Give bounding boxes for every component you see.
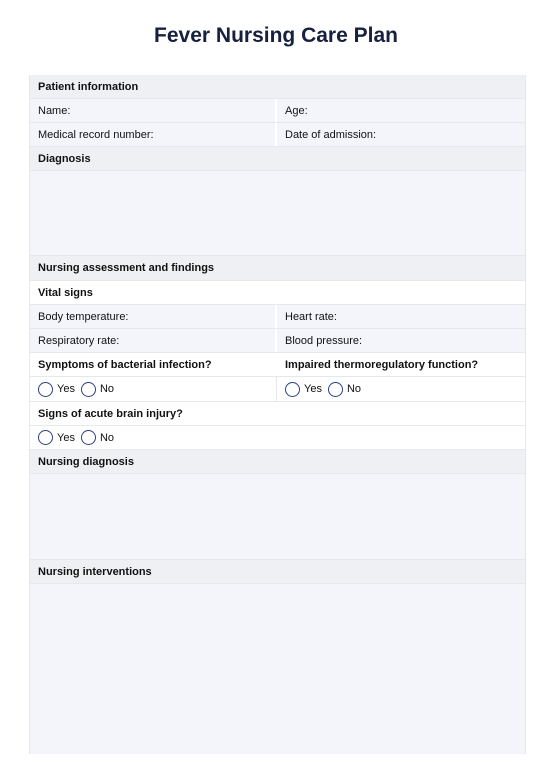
option-label: Yes	[57, 431, 75, 444]
radio-circle-icon	[328, 382, 343, 397]
option-label: No	[99, 383, 115, 395]
radio-circle-icon	[38, 430, 53, 445]
diagnosis-textarea[interactable]	[30, 171, 525, 256]
option-label: Yes	[57, 383, 75, 395]
infection-thermo-question-row	[30, 353, 525, 377]
blood-pressure-field[interactable]: Blood pressure:	[277, 329, 525, 352]
bacterial-no-radio[interactable]	[81, 382, 114, 397]
radio-circle-icon	[285, 382, 300, 397]
page-title: Fever Nursing Care Plan	[154, 24, 398, 47]
brain-injury-question: Signs of acute brain injury?	[38, 407, 183, 420]
option-label: No	[346, 383, 362, 395]
nursing-interventions-textarea[interactable]	[30, 584, 525, 754]
body-temperature-field[interactable]: Body temperature:	[30, 305, 277, 328]
option-label: No	[99, 431, 115, 444]
care-plan-form	[29, 75, 526, 754]
radio-circle-icon	[81, 430, 96, 445]
infection-thermo-options-row	[30, 377, 525, 402]
thermo-no-radio[interactable]	[328, 382, 361, 397]
temp-heart-row	[30, 305, 525, 329]
brain-injury-options-row	[30, 426, 525, 450]
brain-yes-radio[interactable]	[38, 430, 75, 445]
heart-rate-field[interactable]: Heart rate:	[277, 305, 525, 328]
diagnosis-header	[30, 147, 525, 171]
bacterial-yes-radio[interactable]	[38, 382, 75, 397]
respiratory-rate-field[interactable]: Respiratory rate:	[30, 329, 277, 352]
bacterial-infection-options	[30, 377, 277, 401]
name-field[interactable]: Name:	[30, 99, 277, 122]
thermoregulatory-question: Impaired thermoregulatory function?	[285, 358, 479, 371]
brain-injury-options	[30, 426, 525, 449]
mrn-admission-row	[30, 123, 525, 147]
date-of-admission-field[interactable]: Date of admission:	[277, 123, 525, 146]
brain-injury-question-row	[30, 402, 525, 426]
section-label: Vital signs	[38, 286, 93, 299]
section-label: Diagnosis	[38, 152, 91, 165]
brain-no-radio[interactable]	[81, 430, 114, 445]
thermoregulatory-options	[277, 377, 525, 401]
radio-circle-icon	[81, 382, 96, 397]
assessment-header	[30, 256, 525, 281]
option-label: Yes	[304, 383, 322, 395]
nursing-diagnosis-header	[30, 450, 525, 474]
section-label: Nursing assessment and findings	[38, 262, 215, 274]
nursing-diagnosis-textarea[interactable]	[30, 474, 525, 560]
patient-information-header	[30, 75, 525, 99]
age-field[interactable]: Age:	[277, 99, 525, 122]
bacterial-infection-question: Symptoms of bacterial infection?	[38, 358, 212, 371]
nursing-interventions-header	[30, 560, 525, 584]
resp-bp-row	[30, 329, 525, 353]
section-label: Nursing interventions	[38, 565, 152, 578]
thermo-yes-radio[interactable]	[285, 382, 322, 397]
section-label: Patient information	[38, 80, 139, 93]
section-label: Nursing diagnosis	[38, 455, 134, 468]
vital-signs-header	[30, 281, 525, 305]
name-age-row	[30, 99, 525, 123]
medical-record-number-field[interactable]: Medical record number:	[30, 123, 277, 146]
radio-circle-icon	[38, 382, 53, 397]
